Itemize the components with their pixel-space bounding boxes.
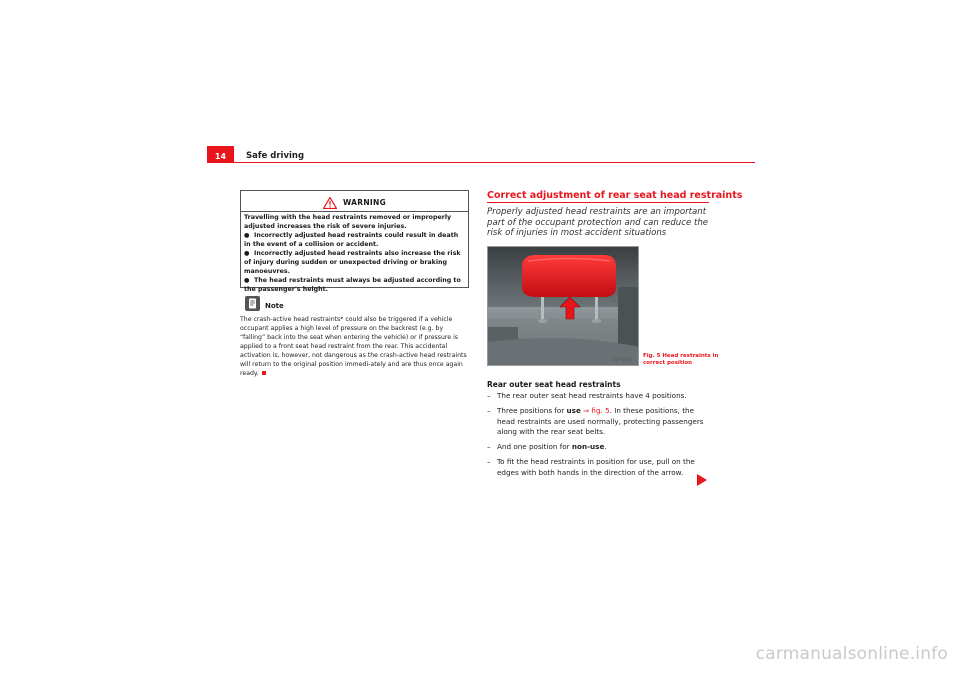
warning-bullet-text: Incorrectly adjusted head restraints also increase the risk of injury during sudden or unexpected driving or braking manoeuvres. (244, 250, 461, 275)
section-intro: Properly adjusted head restraints are an important part of the occupant protection and can reduce the risk of injuries in most accident situations (487, 207, 709, 239)
note-icon (245, 296, 260, 311)
warning-body (244, 213, 466, 294)
list-item-text: . (604, 442, 607, 452)
emphasis-use: use (566, 406, 581, 416)
section-title: Safe driving (246, 151, 305, 161)
watermark: carmanualsonline.info (755, 644, 948, 664)
list-item-text: Three positions for (497, 406, 567, 416)
list-item-text: . In these positions, the head restraints are used normally, protecting passengers along with the rear seat belts. (497, 406, 704, 436)
instruction-list (487, 391, 712, 483)
list-item (487, 442, 712, 452)
warning-bullet-text: Incorrectly adjusted head restraints could result in death in the event of a collision or accident. (244, 232, 459, 248)
continue-arrow-icon (697, 474, 707, 486)
dash-marker: – (487, 442, 491, 452)
header-rule (207, 162, 755, 163)
dash-marker: – (487, 406, 491, 416)
page-number: 14 (207, 146, 234, 163)
list-item-text: And one position for (497, 442, 572, 452)
end-marker-icon (262, 371, 266, 375)
note-text (240, 315, 470, 378)
head-restraint-illustration (488, 247, 639, 366)
warning-header (241, 194, 468, 212)
warning-box (240, 190, 469, 293)
figure-reference-link[interactable]: ⇒ fig. 5 (580, 406, 610, 416)
list-item-text: The rear outer seat head restraints have 4 positions. (497, 391, 687, 400)
head-restraint-photo (487, 246, 639, 366)
list-item (487, 457, 712, 478)
note-label: Note (265, 302, 284, 310)
dash-marker: – (487, 391, 491, 400)
heading-rule (487, 202, 709, 203)
warning-triangle-icon (323, 197, 337, 209)
bullet-icon: ● (244, 250, 250, 257)
figure-caption: Fig. 5 Head restraints in correct position (643, 353, 719, 366)
warning-bullet (244, 231, 466, 249)
bullet-icon: ● (244, 232, 250, 239)
image-code: B5P-0623 (612, 357, 632, 362)
warning-bullet (244, 276, 466, 294)
list-item (487, 391, 712, 401)
warning-bullet (244, 249, 466, 276)
emphasis-non-use: non-use (571, 442, 605, 452)
list-item (487, 406, 712, 437)
sub-heading: Rear outer seat head restraints (487, 380, 621, 389)
note-body: The crash-active head restraints* could also be triggered if a vehicle occupant applies a high level of pressure on the backrest (e.g. by “falling” back into the seat when entering the vehicle) or if pressure is applied to a front seat head restraint from the rear. This accidental activation is, however, not dangerous as the crash-active head restraints will return to the original position immedi-ately and are thus once again ready. (240, 316, 467, 377)
warning-intro: Travelling with the head restraints removed or improperly adjusted increases the risk of severe injuries. (244, 214, 452, 230)
section-heading: Correct adjustment of rear seat head restraints (487, 190, 743, 201)
dash-marker: – (487, 457, 491, 467)
list-item-text: To fit the head restraints in position for use, pull on the edges with both hands in the direction of the arrow. (497, 457, 695, 477)
bullet-icon: ● (244, 277, 250, 284)
warning-bullet-text: The head restraints must always be adjusted according to the passenger's height. (244, 277, 461, 293)
warning-title: WARNING (342, 198, 387, 207)
